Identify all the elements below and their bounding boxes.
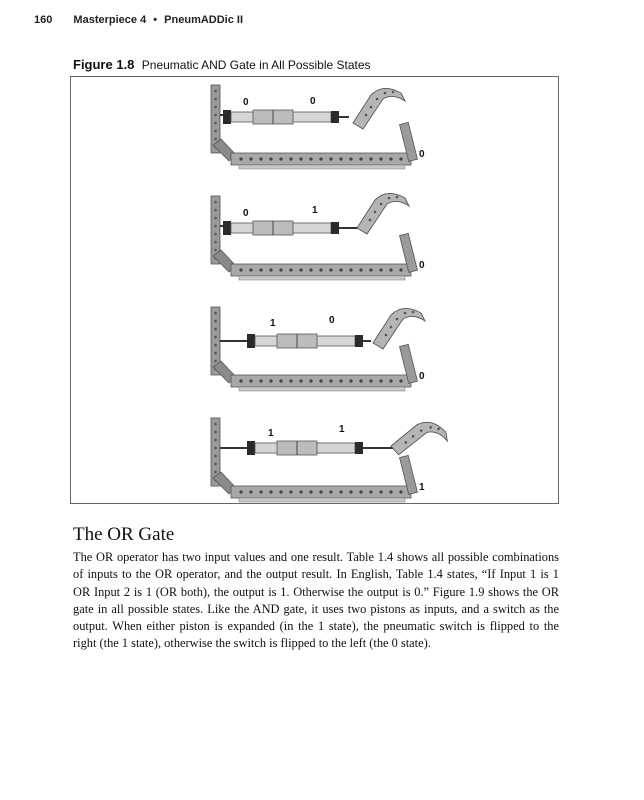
running-header xyxy=(34,14,243,26)
state-1-output: 0 xyxy=(419,149,425,160)
state-3-output: 0 xyxy=(419,371,425,382)
book-title: Masterpiece 4 xyxy=(73,14,147,26)
gate-state-4 xyxy=(211,413,451,502)
state-2-output: 0 xyxy=(419,260,425,271)
page-number: 160 xyxy=(34,14,53,26)
gate-state-1 xyxy=(211,85,425,169)
chapter-title: PneumADDic II xyxy=(164,14,244,26)
state-4-input-2: 1 xyxy=(339,424,345,435)
header-separator: • xyxy=(153,14,158,26)
state-4-input-1: 1 xyxy=(268,428,274,439)
state-1-input-2: 0 xyxy=(310,96,316,107)
and-gate-illustration xyxy=(71,77,558,503)
body-paragraph: The OR operator has two input values and one result. Table 1.4 shows all possible combinations of inputs to the OR operator, and the output result. In English, Table 1.4 states, “If Input 1 is 1 OR Input 2 is 1 (OR both), the output is 1. Otherwise the output is 0.” Figure 1.9 shows the OR gate in all possible states. Like the AND gate, it uses two pistons as inputs, and a switch as the output. When either piston is expanded (in the 1 state), the pneumatic switch is flipped to the right (the 1 state), otherwise the switch is flipped to the left (the 0 state). xyxy=(73,550,559,651)
gate-state-3 xyxy=(211,307,425,391)
gate-state-2 xyxy=(211,193,425,280)
state-3-input-1: 1 xyxy=(270,318,276,329)
state-2-input-2: 1 xyxy=(312,205,318,216)
state-4-output: 1 xyxy=(419,482,425,493)
state-3-input-2: 0 xyxy=(329,315,335,326)
figure-caption xyxy=(73,57,371,72)
figure-caption-text: Pneumatic AND Gate in All Possible States xyxy=(141,58,371,72)
state-2-input-1: 0 xyxy=(243,208,249,219)
state-1-input-1: 0 xyxy=(243,97,249,108)
figure-number: Figure 1.8 xyxy=(73,57,135,72)
figure-frame xyxy=(70,76,559,504)
section-heading: The OR Gate xyxy=(73,524,175,545)
